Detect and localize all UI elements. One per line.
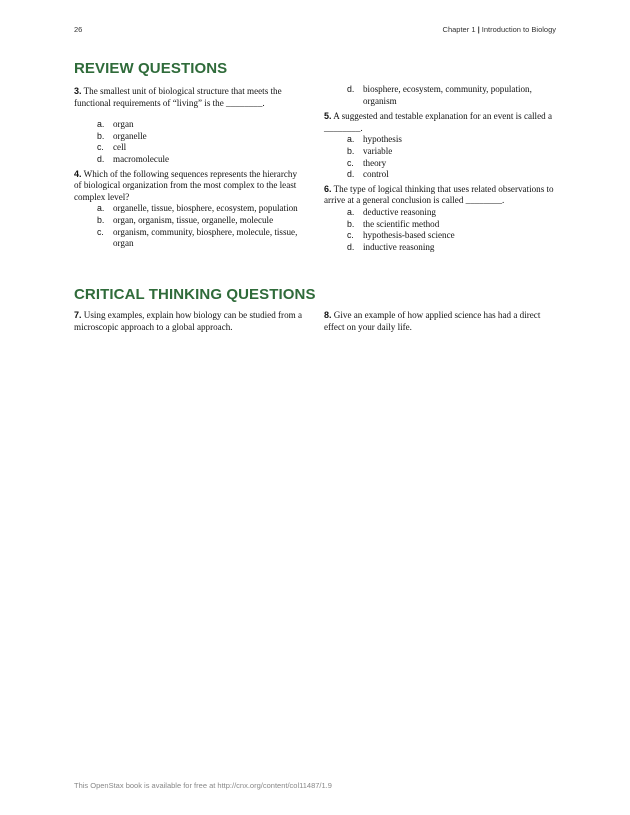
option-label: d. (347, 241, 355, 252)
option-label: c. (97, 142, 104, 153)
question-number: 4. (74, 168, 82, 179)
option-label: c. (347, 230, 354, 241)
option-label: b. (347, 218, 355, 229)
review-right-column (324, 84, 556, 253)
option-label: a. (347, 134, 355, 145)
option-text: macromolecule (113, 153, 170, 164)
question-5-options (324, 134, 556, 180)
critical-right-column (324, 310, 556, 333)
critical-left-column (74, 310, 306, 333)
option-text: cell (113, 142, 127, 153)
footer-note: This OpenStax book is available for free at http://cnx.org/content/col11487/1.9 (74, 781, 332, 790)
option-label: b. (347, 145, 355, 156)
question-text: The type of logical thinking that uses related observations to arrive at a general conclusion is called ________. (324, 183, 554, 206)
option-item (324, 207, 556, 219)
option-text: organ, organism, tissue, organelle, molecule (113, 214, 274, 225)
question-4 (74, 169, 306, 204)
review-questions-heading: REVIEW QUESTIONS (74, 60, 228, 77)
question-number: 6. (324, 183, 332, 194)
header-separator: | (477, 25, 480, 34)
option-item (74, 131, 306, 143)
question-text: Which of the following sequences represents the hierarchy of biological organization from the most complex to the least complex level? (74, 168, 297, 202)
option-text: theory (363, 157, 387, 168)
page-number: 26 (74, 25, 83, 34)
option-text: inductive reasoning (363, 241, 435, 252)
chapter-title: Introduction to Biology (481, 25, 556, 34)
question-3 (74, 86, 306, 109)
chapter-label: Chapter 1 (442, 25, 476, 34)
option-item (74, 215, 306, 227)
option-label: b. (97, 214, 105, 225)
question-8 (324, 310, 556, 333)
option-label: a. (347, 206, 355, 217)
option-item (74, 142, 306, 154)
option-item (74, 203, 306, 215)
option-item (324, 242, 556, 254)
question-number: 3. (74, 86, 82, 96)
option-text: control (363, 169, 389, 180)
question-3-options (74, 119, 306, 165)
option-item (74, 227, 306, 250)
question-text: Using examples, explain how biology can be studied from a microscopic approach to a global approach. (74, 310, 302, 332)
running-header (443, 25, 556, 34)
review-left-column (74, 86, 306, 250)
question-number: 7. (74, 310, 82, 320)
option-item (324, 230, 556, 242)
question-number: 8. (324, 310, 332, 320)
question-4-options (74, 203, 306, 249)
option-label: b. (97, 130, 105, 141)
question-text: Give an example of how applied science has had a direct effect on your daily life. (324, 310, 541, 332)
option-label: d. (347, 84, 355, 94)
critical-thinking-heading: CRITICAL THINKING QUESTIONS (74, 286, 316, 303)
option-text: organism, community, biosphere, molecule, tissue, organ (113, 226, 298, 249)
option-text: deductive reasoning (363, 206, 436, 217)
option-item (324, 169, 556, 181)
option-text: the scientific method (363, 218, 440, 229)
question-5 (324, 111, 556, 134)
option-label: a. (97, 119, 105, 130)
option-text: organelle (113, 130, 147, 141)
option-label: d. (347, 169, 355, 180)
option-text: hypothesis-based science (363, 230, 455, 241)
option-label: c. (347, 157, 354, 168)
option-item (74, 119, 306, 131)
option-item (324, 84, 556, 107)
option-label: c. (97, 226, 104, 237)
question-7 (74, 310, 306, 333)
question-text: A suggested and testable explanation for an event is called a ________. (324, 111, 552, 133)
option-text: organ (113, 119, 134, 130)
option-text: biosphere, ecosystem, community, population, organism (363, 84, 532, 106)
option-item (324, 146, 556, 158)
question-4-options-continued (324, 84, 556, 107)
option-item (324, 134, 556, 146)
option-item (324, 219, 556, 231)
question-6-options (324, 207, 556, 253)
option-text: variable (363, 145, 393, 156)
question-6 (324, 184, 556, 207)
option-text: organelle, tissue, biosphere, ecosystem, population (113, 203, 298, 214)
option-item (324, 158, 556, 170)
option-label: a. (97, 203, 105, 214)
question-number: 5. (324, 111, 332, 122)
option-label: d. (97, 153, 105, 164)
option-item (74, 154, 306, 166)
option-text: hypothesis (363, 134, 402, 145)
question-text: The smallest unit of biological structure that meets the functional requirements of “living” is the ________. (74, 86, 282, 108)
